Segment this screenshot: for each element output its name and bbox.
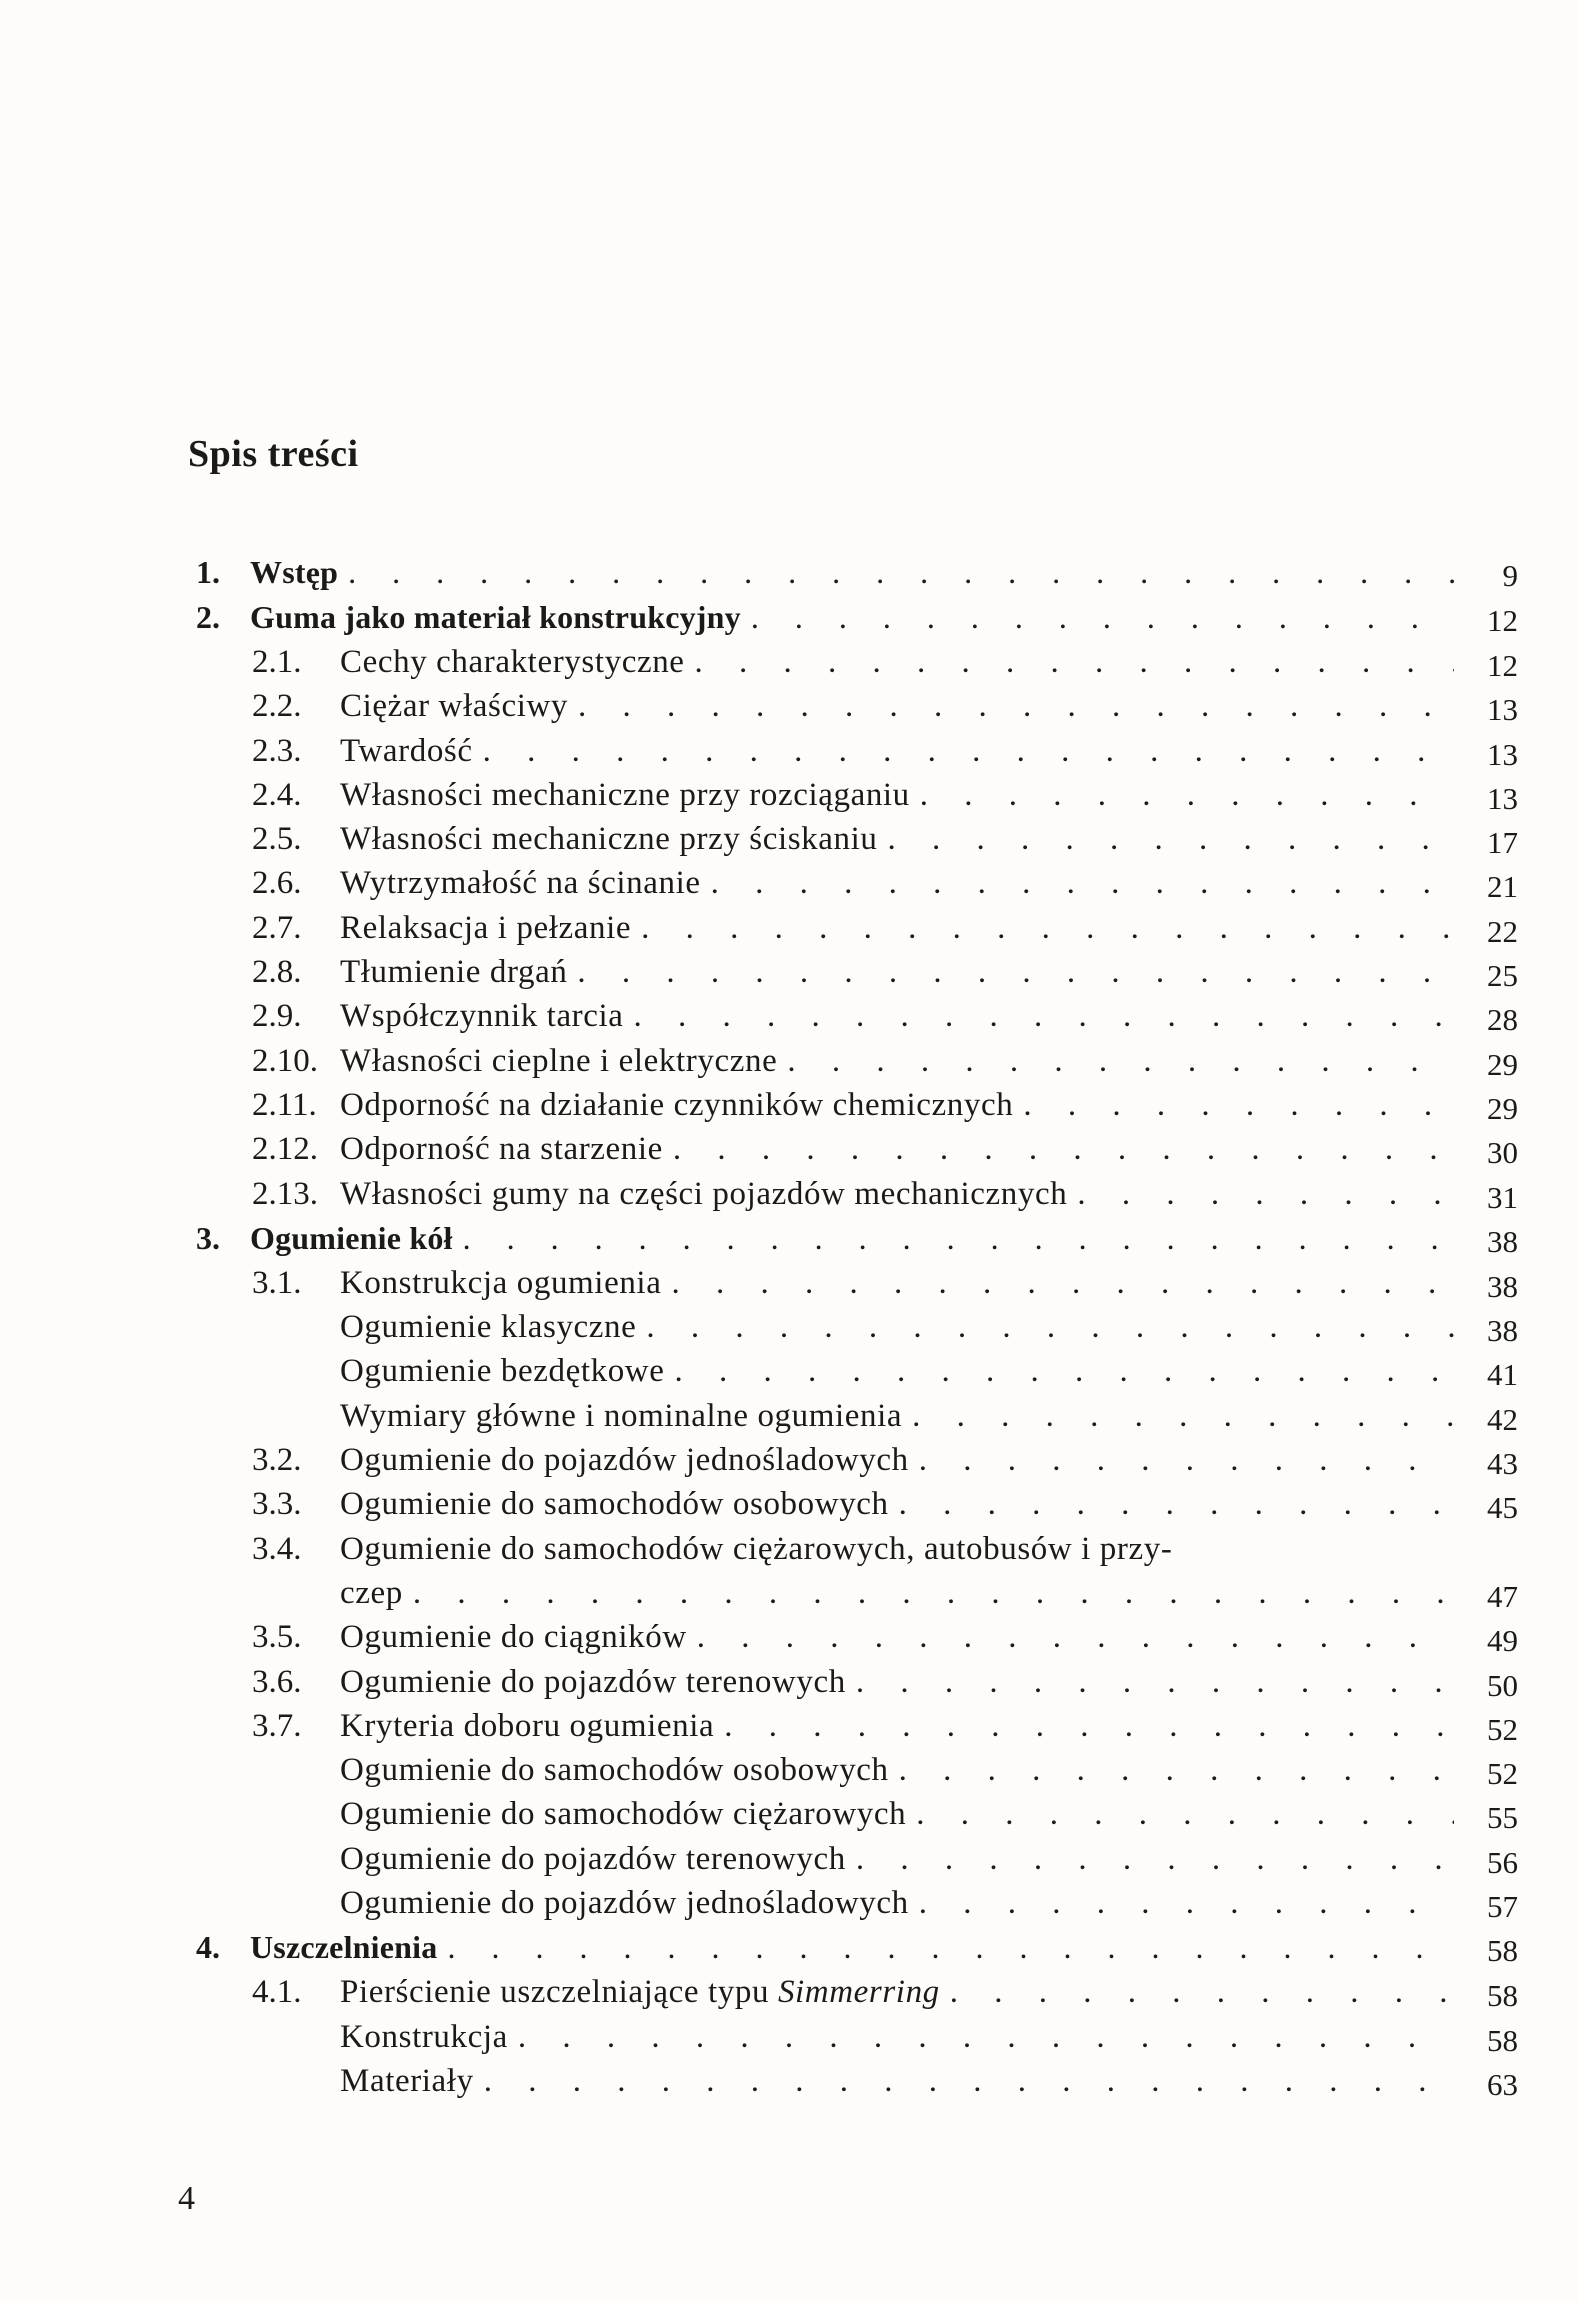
- toc-number: 1.: [196, 554, 220, 590]
- toc-title: Uszczelnienia: [250, 1929, 438, 1966]
- toc-page: 22: [1487, 913, 1518, 949]
- page-number: 4: [178, 2180, 195, 2217]
- toc-number: 2.8.: [252, 954, 302, 991]
- toc-title: Własności gumy na części pojazdów mechanicznych: [340, 1175, 1068, 1212]
- toc-entry: [196, 817, 1518, 861]
- dot-leader: [578, 684, 1454, 728]
- toc-page: 38: [1487, 1313, 1518, 1349]
- dot-leader: [916, 1792, 1454, 1836]
- toc-page: 29: [1487, 1046, 1518, 1082]
- toc-number: 2.6.: [252, 865, 302, 902]
- toc-page: 12: [1487, 603, 1518, 638]
- toc-title: Wymiary główne i nominalne ogumienia: [340, 1397, 903, 1434]
- toc-entry: [196, 1660, 1518, 1704]
- dot-leader: [887, 817, 1454, 861]
- toc-entry: [196, 1394, 1518, 1438]
- toc-number: 3.3.: [252, 1486, 302, 1523]
- toc-title: Ogumienie do ciągników: [340, 1619, 687, 1656]
- toc-page: 30: [1487, 1135, 1518, 1171]
- toc-entry: [196, 1172, 1518, 1216]
- toc-title: Ogumienie do samochodów ciężarowych, autobusów i przy-: [340, 1530, 1173, 1567]
- toc-title: Twardość: [340, 732, 473, 769]
- toc-number: 2.2.: [252, 688, 302, 725]
- toc-page: 17: [1487, 825, 1518, 861]
- toc-number: 2.11.: [252, 1086, 317, 1123]
- toc-page: 58: [1487, 2022, 1518, 2058]
- toc-title: Odporność na działanie czynników chemicznych: [340, 1086, 1014, 1123]
- toc-title: Własności mechaniczne przy rozciąganiu: [340, 776, 910, 813]
- toc-page: 12: [1487, 648, 1518, 683]
- toc-page: 41: [1487, 1357, 1518, 1393]
- toc-title: Ogumienie do pojazdów jednośladowych: [340, 1885, 909, 1922]
- toc-entry: [196, 906, 1518, 950]
- toc-number: 2.4.: [252, 776, 302, 813]
- dot-leader: [413, 1571, 1454, 1615]
- dot-leader: [751, 595, 1454, 639]
- dot-leader: [711, 861, 1454, 905]
- dot-leader: [447, 1925, 1454, 1969]
- toc-title: Ogumienie do pojazdów terenowych: [340, 1840, 846, 1877]
- dot-leader: [641, 906, 1454, 950]
- dot-leader: [919, 1438, 1454, 1482]
- toc-number: 2.: [196, 599, 220, 635]
- toc-title-italic: Simmerring: [777, 1974, 940, 2011]
- toc-page: 38: [1487, 1223, 1518, 1259]
- dot-leader: [483, 729, 1454, 773]
- toc-entry: [196, 1349, 1518, 1393]
- toc-entry: [196, 1261, 1518, 1305]
- dot-leader: [919, 1881, 1454, 1925]
- toc-page: 31: [1487, 1179, 1518, 1215]
- toc-entry-continuation: [196, 1571, 1518, 1615]
- toc-entry: [196, 1970, 1518, 2014]
- toc-title: Odporność na starzenie: [340, 1131, 663, 1168]
- toc-page: 45: [1487, 1490, 1518, 1526]
- dot-leader: [634, 994, 1454, 1038]
- dot-leader: [856, 1837, 1454, 1881]
- dot-leader: [695, 640, 1454, 684]
- toc-number: 4.: [196, 1929, 220, 1966]
- toc-title: Ogumienie do samochodów osobowych: [340, 1486, 889, 1523]
- toc-number: 3.6.: [252, 1663, 302, 1700]
- toc-page: 9: [1502, 558, 1518, 593]
- toc-page: 25: [1487, 958, 1518, 994]
- toc-entry: [196, 729, 1518, 773]
- dot-leader: [950, 1970, 1454, 2014]
- toc-title: Ogumienie do pojazdów terenowych: [340, 1663, 846, 1700]
- toc-page: 28: [1487, 1002, 1518, 1038]
- toc-entry: [196, 1704, 1518, 1748]
- toc-page: 38: [1487, 1268, 1518, 1304]
- toc-entry: [196, 1881, 1518, 1925]
- toc-title: Relaksacja i pełzanie: [340, 909, 632, 946]
- toc-number: 2.9.: [252, 998, 302, 1035]
- toc-entry: [196, 1482, 1518, 1526]
- toc-number: 2.13.: [252, 1175, 318, 1212]
- dot-leader: [856, 1660, 1454, 1704]
- toc-entry: [196, 1127, 1518, 1171]
- toc-page: 58: [1487, 1978, 1518, 2014]
- toc-title: Materiały: [340, 2062, 474, 2099]
- toc-entry: [196, 550, 1518, 595]
- toc-page: 52: [1487, 1756, 1518, 1792]
- toc-title: Cechy charakterystyczne: [340, 644, 685, 680]
- toc-number: 2.10.: [252, 1042, 318, 1079]
- toc-title: Ogumienie bezdętkowe: [340, 1353, 665, 1390]
- toc-entry: [196, 773, 1518, 817]
- dot-leader: [899, 1748, 1454, 1792]
- dot-leader: [348, 550, 1454, 594]
- toc-title-text: Pierścienie uszczelniające typu: [340, 1974, 770, 2011]
- toc-title: Konstrukcja ogumienia: [340, 1264, 662, 1301]
- toc-title: Wytrzymałość na ścinanie: [340, 865, 701, 902]
- toc-title: Kryteria doboru ogumienia: [340, 1707, 715, 1744]
- dot-leader: [518, 2015, 1454, 2059]
- toc-title: Konstrukcja: [340, 2018, 508, 2055]
- toc-title: Ogumienie do samochodów osobowych: [340, 1752, 889, 1789]
- toc-title: Własności cieplne i elektryczne: [340, 1042, 778, 1079]
- toc-page: 63: [1487, 2066, 1518, 2102]
- toc-number: 2.5.: [252, 821, 302, 858]
- dot-leader: [912, 1394, 1454, 1438]
- toc-entry: [196, 1748, 1518, 1792]
- toc-page: 55: [1487, 1800, 1518, 1836]
- toc-title: Współczynnik tarcia: [340, 998, 624, 1035]
- toc-entry: [196, 1925, 1518, 1970]
- toc-entry: [196, 1083, 1518, 1127]
- toc-title: Guma jako materiał konstrukcyjny: [250, 599, 741, 635]
- dot-leader: [484, 2059, 1454, 2103]
- toc-entry: [196, 1615, 1518, 1659]
- toc-entry: [196, 1792, 1518, 1836]
- toc-number: 2.1.: [252, 644, 302, 680]
- toc-entry: [196, 2015, 1518, 2059]
- toc-page: 57: [1487, 1889, 1518, 1925]
- toc-title: [340, 1970, 940, 2014]
- toc-number: 3.7.: [252, 1707, 302, 1744]
- toc-page: 49: [1487, 1623, 1518, 1659]
- dot-leader: [899, 1482, 1454, 1526]
- toc-entry: [196, 595, 1518, 640]
- toc-number: 4.1.: [252, 1974, 302, 2011]
- toc-entry: [196, 640, 1518, 684]
- toc-entry: [196, 994, 1518, 1038]
- toc-number: 2.7.: [252, 909, 302, 946]
- toc-page: 43: [1487, 1446, 1518, 1482]
- toc-entry: [196, 2059, 1518, 2103]
- toc-number: 2.3.: [252, 732, 302, 769]
- toc-title: Ogumienie do pojazdów jednośladowych: [340, 1442, 909, 1479]
- dot-leader: [463, 1216, 1454, 1260]
- toc-entry: [196, 950, 1518, 994]
- table-of-contents: [196, 550, 1518, 2103]
- toc-title: Własności mechaniczne przy ściskaniu: [340, 821, 878, 858]
- toc-page: 52: [1487, 1711, 1518, 1747]
- toc-entry: [196, 684, 1518, 728]
- toc-entry: [196, 1837, 1518, 1881]
- toc-number: 2.12.: [252, 1131, 318, 1168]
- toc-number: 3.5.: [252, 1619, 302, 1656]
- dot-leader: [787, 1039, 1454, 1083]
- toc-number: 3.2.: [252, 1442, 302, 1479]
- toc-number: 3.: [196, 1219, 220, 1256]
- toc-title: czep: [340, 1574, 403, 1611]
- toc-page: 21: [1487, 869, 1518, 905]
- toc-title: Ogumienie klasyczne: [340, 1309, 637, 1346]
- toc-entry: [196, 1039, 1518, 1083]
- toc-page: 56: [1487, 1844, 1518, 1880]
- dot-leader: [1077, 1172, 1454, 1216]
- toc-entry: [196, 1527, 1518, 1571]
- dot-leader: [671, 1261, 1454, 1305]
- toc-page: 50: [1487, 1667, 1518, 1703]
- dot-leader: [697, 1615, 1454, 1659]
- toc-page: 42: [1487, 1401, 1518, 1437]
- dot-leader: [577, 950, 1454, 994]
- toc-number: 3.1.: [252, 1264, 302, 1301]
- toc-entry: [196, 861, 1518, 905]
- dot-leader: [646, 1305, 1454, 1349]
- toc-page: 29: [1487, 1090, 1518, 1126]
- toc-title: Tłumienie drgań: [340, 954, 568, 991]
- dot-leader: [673, 1127, 1454, 1171]
- toc-page: 13: [1487, 780, 1518, 816]
- toc-entry: [196, 1216, 1518, 1261]
- page-title: Spis treści: [188, 433, 359, 475]
- dot-leader: [724, 1704, 1454, 1748]
- dot-leader: [920, 773, 1454, 817]
- dot-leader: [1023, 1083, 1454, 1127]
- toc-entry: [196, 1305, 1518, 1349]
- toc-title: Ciężar właściwy: [340, 688, 568, 725]
- toc-entry: [196, 1438, 1518, 1482]
- toc-page: 47: [1487, 1578, 1518, 1614]
- toc-page: 13: [1487, 692, 1518, 728]
- toc-title: Ogumienie kół: [250, 1219, 453, 1256]
- toc-number: 3.4.: [252, 1530, 302, 1567]
- toc-page: 13: [1487, 736, 1518, 772]
- toc-title: Wstęp: [250, 554, 339, 590]
- toc-title: Ogumienie do samochodów ciężarowych: [340, 1796, 907, 1833]
- dot-leader: [674, 1349, 1454, 1393]
- toc-page: 58: [1487, 1933, 1518, 1969]
